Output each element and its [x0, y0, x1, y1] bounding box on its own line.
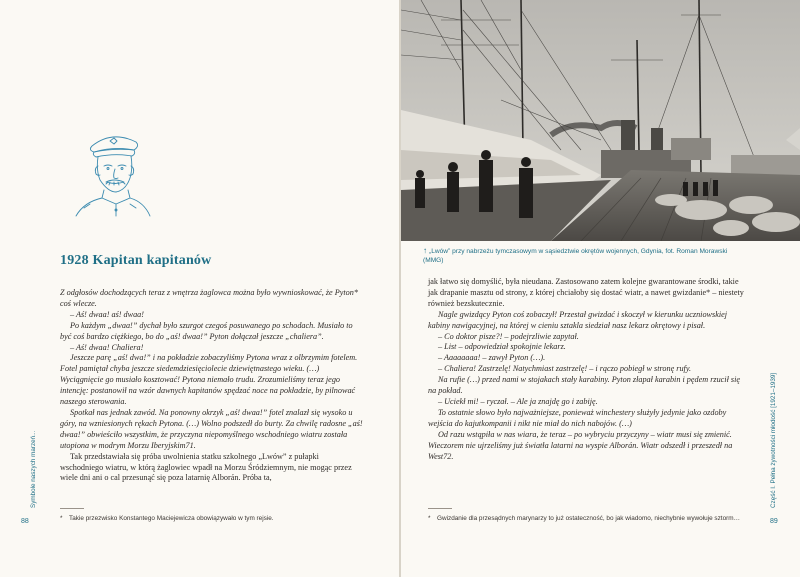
- right-footnote: [428, 515, 748, 524]
- left-running-head: Symbole naszych marzeń...: [30, 430, 37, 508]
- page-number-right: 89: [770, 518, 778, 525]
- body-paragraph: – Aś! dwaa! Chaliera!: [70, 342, 144, 352]
- footnote-marker: *: [60, 515, 63, 522]
- body-paragraph: To ostatnie słowo było najważniejsze, ponieważ winchestery służyły jedynie jako ozdoby wejścia do kajutkompanii i nikt nie miał do nich nabojów. (…): [428, 407, 727, 428]
- page-number-left: 88: [21, 518, 29, 525]
- footnote-rule-right: [428, 508, 452, 509]
- left-footnote-text: Takie przezwisko Konstantego Maciejewicza obowiązywało w tym rejsie.: [69, 515, 274, 522]
- body-paragraph: Z odgłosów dochodzących teraz z wnętrza żaglowca można było wywnioskować, że Pyton* coś wlecze.: [60, 288, 358, 308]
- body-paragraph: – Uciekł mi! – ryczał. – Ale ja znajdę go i zabiję.: [438, 396, 598, 406]
- photo-caption: [423, 247, 743, 265]
- chapter-title: 1928 Kapitan kapitanów: [60, 253, 212, 268]
- right-footnote-text: Gwizdanie dla przesądnych marynarzy to już ostateczność, bo jak wiadomo, niechybnie wywołuje sztorm…: [437, 515, 740, 522]
- left-body-text: [60, 288, 363, 484]
- photo-caption-text: „Lwów” przy nabrzeżu tymczasowym w sąsiedztwie okrętów wojennych, Gdynia, fot. Roman Morawski (MMG): [423, 248, 728, 264]
- caption-arrow-icon: ↑: [423, 246, 427, 255]
- footnote-marker-right: *: [428, 515, 431, 522]
- left-footnote: [60, 515, 360, 524]
- body-paragraph: – Chaliera! Zastrzelę! Natychmiast zastrzelę! – i rączo pobiegł w stronę rufy.: [438, 364, 692, 374]
- body-paragraph: Nagle gwizdący Pyton coś zobaczył! Przestał gwizdać i skoczył w kierunku uczniowskiej kabiny nawigacyjnej, na której w cieniu sztakla siedział nasz lekarz okrętowy i pisał.: [428, 309, 728, 330]
- ship-photo-image: [401, 0, 800, 241]
- body-paragraph: Od razu wstąpiła w nas wiara, że teraz – po wybryciu przyczyny – wiatr musi się zmienić. Wieczorem nie ujrzeliśmy już światła latarni na wyspie Alborán. Wiatr odszedł i przeszedł na West72.: [428, 429, 733, 461]
- body-paragraph: – Co doktor pisze?! – podejrzliwie zapytał.: [438, 331, 579, 341]
- footnote-rule: [60, 508, 84, 509]
- body-paragraph: – Aś! dwaa! aś! dwaa!: [70, 309, 144, 319]
- body-paragraph: Jeszcze parę „aś! dwa!” i na pokładzie zobaczyliśmy Pytona wraz z olbrzymim fotelem. Fotel pamiętał chyba jeszcze siedemdziesięciolecie dziewiętnastego wieku. (…) Wyciągnięcie go musiało kosztować! Pytona niemało trudu. Zrozumieliśmy teraz jego intencję: postanowił na wzór dawnych kapitanów spędzać noce na pokładzie, by pilnować naszego sterowania.: [60, 353, 358, 407]
- body-paragraph: Spotkał nas jednak zawód. Na ponowny okrzyk „aś! dwaa!” fotel znalazł się wysoko u góry, na wzniesionych rękach Pytona. (…) Wolno podszedł do burty. Za chwilę radosne „aś! dwaa!” obwieściło wszystkim, że przyczyna niepomyślnego wschodniego wiatru została utopiona w modrym Morzu Iberyjskim71.: [60, 407, 363, 450]
- ship-photograph: [401, 0, 800, 241]
- right-body-text: [428, 277, 750, 462]
- body-paragraph: – Aaaaaaaa! – zawył Pyton (…).: [438, 353, 546, 363]
- body-paragraph: – List – odpowiedział spokojnie lekarz.: [438, 342, 566, 352]
- right-running-head: Część I. Pełna żywotności młodość [1921–1939]: [770, 372, 777, 508]
- body-paragraph: Po każdym „dwaa!” dychał było szurgot czegoś posuwanego po schodach. Musiało to być coś bardzo ciężkiego, bo do „aś! dwaa!” Pyton dołączał jeszcze „chaliera”.: [60, 320, 353, 341]
- body-paragraph: jak łatwo się domyślić, była nieudana. Zastosowano zatem kolejne gwarantowane środki, takie jak drapanie masztu od strony, z której chciałoby się dostać wiatr, a nawet gwizdanie* – niestety również bezskutecznie.: [428, 277, 744, 308]
- captain-sketch-illustration: [70, 122, 154, 218]
- body-paragraph: Tak przedstawiała się próba uwolnienia statku szkolnego „Lwów” z pułapki wschodniego wiatru, w którą żaglowiec wpadł na Morzu Śródziemnym, nie mogąc przez wiele dni ani o cal przesunąć się poza latarnię Alborán. Próba ta,: [60, 451, 352, 483]
- body-paragraph: Na rufie (…) przed nami w stojakach stały karabiny. Pyton złapał karabin i pędem rzucił się na pokład.: [428, 375, 740, 396]
